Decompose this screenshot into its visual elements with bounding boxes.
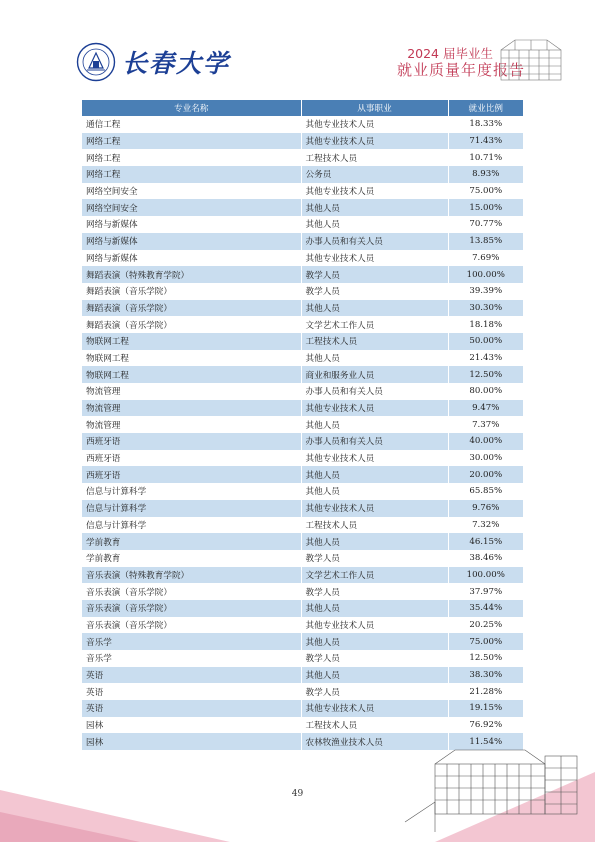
table-row xyxy=(82,500,523,517)
cell-ratio: 75.00% xyxy=(448,183,523,200)
cell-major: 英语 xyxy=(82,700,301,717)
report-year: 2024 届毕业生 xyxy=(407,46,493,61)
cell-ratio: 12.50% xyxy=(448,650,523,667)
table-row xyxy=(82,550,523,567)
cell-major: 园林 xyxy=(82,733,301,750)
table-row xyxy=(82,517,523,534)
cell-ratio: 30.30% xyxy=(448,300,523,317)
cell-occupation: 其他专业技术人员 xyxy=(301,450,448,467)
cell-ratio: 35.44% xyxy=(448,600,523,617)
cell-occupation: 农林牧渔业技术人员 xyxy=(301,733,448,750)
cell-major: 舞蹈表演（特殊教育学院） xyxy=(82,266,301,283)
cell-major: 西班牙语 xyxy=(82,450,301,467)
cell-occupation: 教学人员 xyxy=(301,583,448,600)
cell-major: 舞蹈表演（音乐学院） xyxy=(82,316,301,333)
cell-major: 音乐学 xyxy=(82,650,301,667)
cell-occupation: 办事人员和有关人员 xyxy=(301,383,448,400)
page-number: 49 xyxy=(291,789,304,799)
cell-major: 网络工程 xyxy=(82,166,301,183)
cell-ratio: 19.15% xyxy=(448,700,523,717)
cell-ratio: 40.00% xyxy=(448,433,523,450)
cell-occupation: 工程技术人员 xyxy=(301,717,448,734)
table-row xyxy=(82,333,523,350)
table-row xyxy=(82,583,523,600)
table-row xyxy=(82,400,523,417)
cell-ratio: 13.85% xyxy=(448,233,523,250)
cell-major: 物联网工程 xyxy=(82,366,301,383)
cell-major: 物流管理 xyxy=(82,416,301,433)
table-row xyxy=(82,433,523,450)
cell-ratio: 8.93% xyxy=(448,166,523,183)
cell-major: 学前教育 xyxy=(82,533,301,550)
cell-occupation: 商业和服务业人员 xyxy=(301,366,448,383)
table-row xyxy=(82,366,523,383)
cell-occupation: 其他人员 xyxy=(301,216,448,233)
university-name: 长春大学 xyxy=(122,49,231,78)
cell-ratio: 7.69% xyxy=(448,250,523,267)
cell-occupation: 教学人员 xyxy=(301,650,448,667)
cell-major: 音乐表演（音乐学院） xyxy=(82,617,301,634)
table-row xyxy=(82,600,523,617)
table-row xyxy=(82,533,523,550)
cell-occupation: 其他人员 xyxy=(301,483,448,500)
cell-ratio: 75.00% xyxy=(448,633,523,650)
cell-major: 音乐表演（音乐学院） xyxy=(82,600,301,617)
cell-occupation: 其他专业技术人员 xyxy=(301,617,448,634)
cell-occupation: 工程技术人员 xyxy=(301,517,448,534)
cell-major: 学前教育 xyxy=(82,550,301,567)
cell-ratio: 80.00% xyxy=(448,383,523,400)
cell-major: 信息与计算科学 xyxy=(82,517,301,534)
cell-major: 西班牙语 xyxy=(82,466,301,483)
cell-occupation: 其他人员 xyxy=(301,533,448,550)
cell-ratio: 21.43% xyxy=(448,350,523,367)
cell-major: 网络与新媒体 xyxy=(82,216,301,233)
table-row xyxy=(82,216,523,233)
cell-ratio: 9.76% xyxy=(448,500,523,517)
column-header-major: 专业名称 xyxy=(82,100,301,116)
cell-occupation: 其他人员 xyxy=(301,667,448,684)
cell-occupation: 其他专业技术人员 xyxy=(301,133,448,150)
cell-major: 物联网工程 xyxy=(82,350,301,367)
cell-ratio: 38.46% xyxy=(448,550,523,567)
cell-occupation: 教学人员 xyxy=(301,683,448,700)
campus-corner-illustration xyxy=(395,742,595,842)
page-header xyxy=(0,0,595,95)
cell-occupation: 办事人员和有关人员 xyxy=(301,233,448,250)
corner-decoration-left xyxy=(0,782,230,842)
table-row xyxy=(82,266,523,283)
table-row xyxy=(82,166,523,183)
cell-ratio: 65.85% xyxy=(448,483,523,500)
table-row xyxy=(82,383,523,400)
cell-ratio: 20.25% xyxy=(448,617,523,634)
cell-major: 音乐表演（音乐学院） xyxy=(82,583,301,600)
table-row xyxy=(82,633,523,650)
table-row xyxy=(82,350,523,367)
cell-major: 网络空间安全 xyxy=(82,183,301,200)
cell-occupation: 其他人员 xyxy=(301,600,448,617)
table-row xyxy=(82,283,523,300)
cell-major: 英语 xyxy=(82,683,301,700)
cell-ratio: 70.77% xyxy=(448,216,523,233)
cell-ratio: 37.97% xyxy=(448,583,523,600)
cell-occupation: 工程技术人员 xyxy=(301,149,448,166)
cell-major: 舞蹈表演（音乐学院） xyxy=(82,283,301,300)
cell-occupation: 其他人员 xyxy=(301,199,448,216)
report-title: 就业质量年度报告 xyxy=(396,61,525,79)
cell-occupation: 教学人员 xyxy=(301,266,448,283)
table-row xyxy=(82,617,523,634)
cell-major: 物联网工程 xyxy=(82,333,301,350)
table-row xyxy=(82,250,523,267)
column-header-ratio: 就业比例 xyxy=(448,100,523,116)
employment-table xyxy=(82,100,523,750)
cell-ratio: 15.00% xyxy=(448,199,523,216)
table-row xyxy=(82,149,523,166)
cell-ratio: 100.00% xyxy=(448,567,523,584)
column-header-occupation: 从事职业 xyxy=(301,100,448,116)
cell-occupation: 其他专业技术人员 xyxy=(301,183,448,200)
cell-ratio: 18.33% xyxy=(448,116,523,133)
campus-building-illustration xyxy=(495,36,567,82)
cell-occupation: 教学人员 xyxy=(301,283,448,300)
table-header-row xyxy=(82,100,523,116)
table-row xyxy=(82,233,523,250)
cell-occupation: 其他人员 xyxy=(301,300,448,317)
cell-ratio: 7.37% xyxy=(448,416,523,433)
table-row xyxy=(82,116,523,133)
cell-major: 网络与新媒体 xyxy=(82,233,301,250)
table-row xyxy=(82,667,523,684)
cell-ratio: 50.00% xyxy=(448,333,523,350)
cell-occupation: 教学人员 xyxy=(301,550,448,567)
cell-major: 英语 xyxy=(82,667,301,684)
table-row xyxy=(82,650,523,667)
cell-ratio: 9.47% xyxy=(448,400,523,417)
cell-major: 通信工程 xyxy=(82,116,301,133)
cell-major: 网络与新媒体 xyxy=(82,250,301,267)
cell-ratio: 20.00% xyxy=(448,466,523,483)
cell-occupation: 工程技术人员 xyxy=(301,333,448,350)
cell-ratio: 7.32% xyxy=(448,517,523,534)
cell-occupation: 其他专业技术人员 xyxy=(301,500,448,517)
table-row xyxy=(82,450,523,467)
cell-occupation: 其他人员 xyxy=(301,416,448,433)
cell-major: 网络工程 xyxy=(82,149,301,166)
cell-ratio: 39.39% xyxy=(448,283,523,300)
cell-occupation: 其他专业技术人员 xyxy=(301,700,448,717)
cell-occupation: 其他专业技术人员 xyxy=(301,250,448,267)
cell-major: 物流管理 xyxy=(82,400,301,417)
table-row xyxy=(82,466,523,483)
cell-major: 信息与计算科学 xyxy=(82,483,301,500)
table-row xyxy=(82,133,523,150)
table-row xyxy=(82,483,523,500)
cell-major: 园林 xyxy=(82,717,301,734)
cell-occupation: 其他人员 xyxy=(301,466,448,483)
table-row xyxy=(82,567,523,584)
table-row xyxy=(82,199,523,216)
cell-ratio: 71.43% xyxy=(448,133,523,150)
cell-major: 音乐学 xyxy=(82,633,301,650)
cell-ratio: 21.28% xyxy=(448,683,523,700)
cell-occupation: 文学艺术工作人员 xyxy=(301,316,448,333)
cell-occupation: 其他人员 xyxy=(301,350,448,367)
cell-occupation: 其他专业技术人员 xyxy=(301,116,448,133)
cell-occupation: 公务员 xyxy=(301,166,448,183)
table-row xyxy=(82,300,523,317)
table-row xyxy=(82,717,523,734)
cell-occupation: 办事人员和有关人员 xyxy=(301,433,448,450)
cell-occupation: 其他人员 xyxy=(301,633,448,650)
cell-major: 西班牙语 xyxy=(82,433,301,450)
cell-occupation: 其他专业技术人员 xyxy=(301,400,448,417)
cell-major: 舞蹈表演（音乐学院） xyxy=(82,300,301,317)
table-row xyxy=(82,700,523,717)
cell-ratio: 30.00% xyxy=(448,450,523,467)
cell-ratio: 12.50% xyxy=(448,366,523,383)
cell-ratio: 38.30% xyxy=(448,667,523,684)
cell-major: 网络空间安全 xyxy=(82,199,301,216)
table-row xyxy=(82,316,523,333)
cell-ratio: 100.00% xyxy=(448,266,523,283)
cell-ratio: 46.15% xyxy=(448,533,523,550)
table-row xyxy=(82,683,523,700)
cell-major: 网络工程 xyxy=(82,133,301,150)
university-emblem-icon xyxy=(76,42,116,82)
cell-occupation: 文学艺术工作人员 xyxy=(301,567,448,584)
cell-major: 物流管理 xyxy=(82,383,301,400)
table-row xyxy=(82,183,523,200)
cell-ratio: 76.92% xyxy=(448,717,523,734)
cell-ratio: 11.54% xyxy=(448,733,523,750)
table-row xyxy=(82,416,523,433)
cell-major: 音乐表演（特殊教育学院） xyxy=(82,567,301,584)
cell-ratio: 18.18% xyxy=(448,316,523,333)
cell-major: 信息与计算科学 xyxy=(82,500,301,517)
cell-ratio: 10.71% xyxy=(448,149,523,166)
